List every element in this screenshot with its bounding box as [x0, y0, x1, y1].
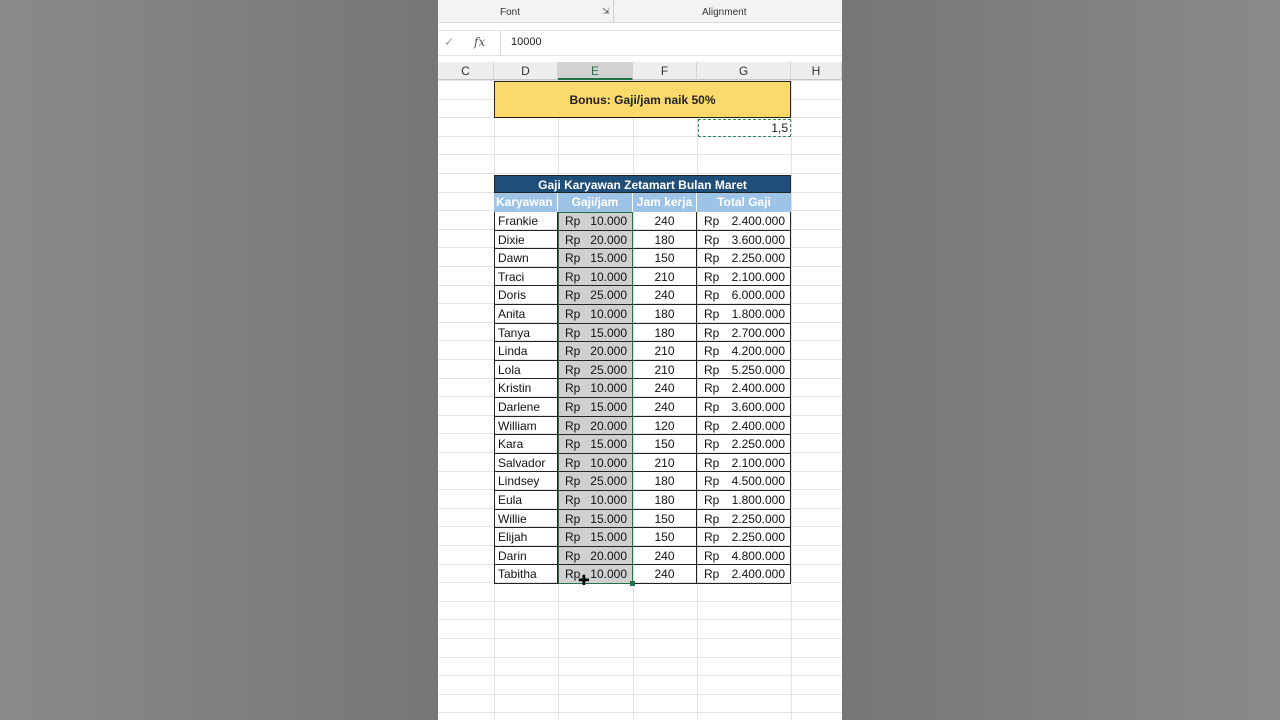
amount: 15.000	[590, 530, 627, 545]
table-row	[494, 268, 791, 287]
table-row	[494, 231, 791, 250]
currency-label: Rp	[704, 437, 720, 452]
ribbon-group-labels	[438, 0, 842, 23]
currency-label: Rp	[704, 344, 720, 359]
table-row	[494, 491, 791, 510]
cell-jam-kerja[interactable]: 150	[633, 249, 697, 268]
cell-gaji-jam[interactable]	[558, 435, 633, 454]
cell-gaji-jam[interactable]	[558, 342, 633, 361]
header-total-gaji[interactable]: Total Gaji	[697, 193, 791, 212]
cell-gaji-jam[interactable]	[558, 268, 633, 287]
currency-label: Rp	[565, 530, 581, 545]
grid-row-line	[438, 638, 842, 639]
currency-label: Rp	[565, 306, 581, 321]
cell-gaji-jam[interactable]	[558, 249, 633, 268]
currency-label: Rp	[565, 269, 581, 284]
currency-label: Rp	[565, 511, 581, 526]
amount: 15.000	[590, 251, 627, 266]
amount: 3.600.000	[731, 399, 785, 414]
grid-row-line	[438, 601, 842, 602]
currency-label: Rp	[565, 325, 581, 340]
table-row	[494, 342, 791, 361]
currency-label: Rp	[565, 214, 581, 228]
cell-gaji-jam[interactable]	[558, 361, 633, 380]
amount: 10.000	[590, 567, 627, 582]
cell-gaji-jam[interactable]	[558, 472, 633, 491]
formula-input[interactable]: 10000	[511, 36, 542, 48]
cell-karyawan[interactable]: Frankie	[494, 212, 558, 231]
amount: 2.250.000	[731, 437, 785, 452]
amount: 2.400.000	[731, 418, 785, 433]
cell-karyawan[interactable]: Anita	[494, 305, 558, 324]
cell-karyawan[interactable]: Kara	[494, 435, 558, 454]
formula-bar	[438, 30, 842, 56]
cell-jam-kerja[interactable]: 180	[633, 491, 697, 510]
currency-label: Rp	[565, 381, 581, 396]
table-row	[494, 510, 791, 529]
currency-label: Rp	[565, 548, 581, 563]
cell-total-gaji[interactable]	[697, 305, 791, 324]
amount: 1.800.000	[731, 306, 785, 321]
cell-total-gaji[interactable]	[697, 286, 791, 305]
cell-karyawan[interactable]: Traci	[494, 268, 558, 287]
formula-bar-separator	[500, 31, 501, 55]
currency-label: Rp	[704, 399, 720, 414]
cell-total-gaji[interactable]	[697, 231, 791, 250]
grid-row-line	[438, 657, 842, 658]
cell-gaji-jam[interactable]	[558, 398, 633, 417]
cell-karyawan[interactable]: Doris	[494, 286, 558, 305]
cell-jam-kerja[interactable]: 150	[633, 435, 697, 454]
column-header-d[interactable]: D	[494, 62, 558, 80]
amount: 20.000	[590, 232, 627, 247]
amount: 20.000	[590, 418, 627, 433]
dialog-launcher-icon[interactable]: ⇲	[602, 6, 610, 16]
column-header-f[interactable]: F	[633, 62, 697, 80]
amount: 6.000.000	[731, 288, 785, 303]
grid-row-line	[438, 173, 842, 174]
cell-karyawan[interactable]: Tabitha	[494, 565, 558, 584]
cell-gaji-jam[interactable]	[558, 565, 633, 584]
currency-label: Rp	[565, 362, 581, 377]
cell-total-gaji[interactable]	[697, 417, 791, 436]
table-row	[494, 547, 791, 566]
cell-karyawan[interactable]: Kristin	[494, 379, 558, 398]
cell-total-gaji[interactable]	[697, 324, 791, 343]
left-background	[0, 0, 438, 720]
cell-karyawan[interactable]: Eula	[494, 491, 558, 510]
amount: 15.000	[590, 437, 627, 452]
font-group-label: Font	[500, 7, 521, 18]
cell-gaji-jam[interactable]	[558, 286, 633, 305]
currency-label: Rp	[565, 344, 581, 359]
alignment-group-label: Alignment	[702, 7, 747, 18]
grid-column-line	[791, 80, 792, 720]
table-row	[494, 417, 791, 436]
amount: 15.000	[590, 399, 627, 414]
amount: 10.000	[590, 306, 627, 321]
column-header-e[interactable]: E	[558, 62, 633, 80]
header-jam-kerja[interactable]: Jam kerja	[633, 193, 697, 212]
cell-karyawan[interactable]: William	[494, 417, 558, 436]
cell-jam-kerja[interactable]: 240	[633, 565, 697, 584]
amount: 3.600.000	[731, 232, 785, 247]
currency-label: Rp	[704, 567, 720, 582]
cell-gaji-jam[interactable]	[558, 231, 633, 250]
amount: 10.000	[590, 492, 627, 507]
currency-label: Rp	[704, 474, 720, 489]
cell-jam-kerja[interactable]: 240	[633, 286, 697, 305]
amount: 15.000	[590, 511, 627, 526]
cell-karyawan[interactable]: Darlene	[494, 398, 558, 417]
cell-total-gaji[interactable]	[697, 491, 791, 510]
cell-total-gaji[interactable]	[697, 398, 791, 417]
table-title[interactable]: Gaji Karyawan Zetamart Bulan Maret	[494, 175, 791, 193]
table-row	[494, 472, 791, 491]
cell-total-gaji[interactable]	[697, 547, 791, 566]
currency-label: Rp	[704, 251, 720, 266]
cell-total-gaji[interactable]	[697, 454, 791, 473]
cell-gaji-jam[interactable]	[558, 547, 633, 566]
cell-karyawan[interactable]: Elijah	[494, 528, 558, 547]
currency-label: Rp	[565, 288, 581, 303]
cell-total-gaji[interactable]	[697, 212, 791, 231]
table-row	[494, 212, 791, 231]
cell-gaji-jam[interactable]	[558, 324, 633, 343]
cell-gaji-jam[interactable]	[558, 417, 633, 436]
amount: 2.250.000	[731, 530, 785, 545]
cell-karyawan[interactable]: Salvador	[494, 454, 558, 473]
cell-jam-kerja[interactable]: 210	[633, 361, 697, 380]
table-row	[494, 286, 791, 305]
currency-label: Rp	[704, 325, 720, 340]
currency-label: Rp	[565, 399, 581, 414]
table-row	[494, 528, 791, 547]
cell-total-gaji[interactable]	[697, 435, 791, 454]
cell-karyawan[interactable]: Dawn	[494, 249, 558, 268]
cell-jam-kerja[interactable]: 240	[633, 547, 697, 566]
currency-label: Rp	[704, 269, 720, 284]
currency-label: Rp	[565, 474, 581, 489]
amount: 15.000	[590, 325, 627, 340]
cell-karyawan[interactable]: Darin	[494, 547, 558, 566]
amount: 25.000	[590, 474, 627, 489]
cell-total-gaji[interactable]	[697, 249, 791, 268]
amount: 25.000	[590, 362, 627, 377]
amount: 2.400.000	[731, 214, 785, 228]
cell-jam-kerja[interactable]: 120	[633, 417, 697, 436]
table-row	[494, 565, 791, 584]
cell-karyawan[interactable]: Dixie	[494, 231, 558, 250]
cell-gaji-jam[interactable]	[558, 379, 633, 398]
table-header-row	[494, 193, 791, 212]
currency-label: Rp	[565, 455, 581, 470]
table-row	[494, 435, 791, 454]
cell-gaji-jam[interactable]	[558, 510, 633, 529]
amount: 2.400.000	[731, 567, 785, 582]
currency-label: Rp	[704, 362, 720, 377]
cell-jam-kerja[interactable]: 240	[633, 212, 697, 231]
column-header-g[interactable]: G	[697, 62, 791, 80]
amount: 4.500.000	[731, 474, 785, 489]
currency-label: Rp	[704, 288, 720, 303]
cell-jam-kerja[interactable]: 210	[633, 268, 697, 287]
excel-window	[438, 0, 842, 720]
grid-row-line	[438, 712, 842, 713]
cell-karyawan[interactable]: Linda	[494, 342, 558, 361]
amount: 20.000	[590, 344, 627, 359]
enter-check-icon[interactable]: ✓	[444, 35, 455, 49]
cell-gaji-jam[interactable]	[558, 305, 633, 324]
header-karyawan[interactable]: Karyawan	[494, 193, 558, 212]
bonus-label: Bonus: Gaji/jam naik 50%	[569, 92, 716, 107]
currency-label: Rp	[704, 530, 720, 545]
currency-label: Rp	[704, 306, 720, 321]
bonus-banner[interactable]	[494, 81, 791, 118]
amount: 2.700.000	[731, 325, 785, 340]
column-header-c[interactable]: C	[438, 62, 494, 80]
currency-label: Rp	[565, 232, 581, 247]
cell-total-gaji[interactable]	[697, 361, 791, 380]
cell-total-gaji[interactable]	[697, 528, 791, 547]
amount: 10.000	[590, 455, 627, 470]
cell-jam-kerja[interactable]: 180	[633, 324, 697, 343]
amount: 5.250.000	[731, 362, 785, 377]
grid-row-line	[438, 619, 842, 620]
amount: 10.000	[590, 269, 627, 284]
amount: 2.250.000	[731, 251, 785, 266]
cell-jam-kerja[interactable]: 240	[633, 379, 697, 398]
table-row	[494, 398, 791, 417]
currency-label: Rp	[704, 492, 720, 507]
currency-label: Rp	[704, 232, 720, 247]
grid-row-line	[438, 694, 842, 695]
currency-label: Rp	[704, 418, 720, 433]
cell-karyawan[interactable]: Willie	[494, 510, 558, 529]
cell-total-gaji[interactable]	[697, 510, 791, 529]
currency-label: Rp	[565, 437, 581, 452]
amount: 2.100.000	[731, 455, 785, 470]
amount: 1.800.000	[731, 492, 785, 507]
table-body	[494, 212, 791, 584]
grid-row-line	[438, 154, 842, 155]
column-header-h[interactable]: H	[791, 62, 842, 80]
cell-jam-kerja[interactable]: 180	[633, 305, 697, 324]
table-row	[494, 249, 791, 268]
right-background	[842, 0, 1280, 720]
cell-gaji-jam[interactable]	[558, 528, 633, 547]
cell-jam-kerja[interactable]: 210	[633, 454, 697, 473]
amount: 4.800.000	[731, 548, 785, 563]
bonus-factor-cell[interactable]: 1,5	[698, 119, 791, 137]
table-row	[494, 379, 791, 398]
cell-jam-kerja[interactable]: 210	[633, 342, 697, 361]
amount: 2.250.000	[731, 511, 785, 526]
currency-label: Rp	[704, 548, 720, 563]
cell-total-gaji[interactable]	[697, 379, 791, 398]
cell-gaji-jam[interactable]	[558, 212, 633, 231]
cell-total-gaji[interactable]	[697, 268, 791, 287]
insert-function-icon[interactable]: fx	[474, 35, 486, 49]
fill-handle[interactable]	[630, 581, 635, 586]
currency-label: Rp	[704, 381, 720, 396]
cell-jam-kerja[interactable]: 180	[633, 472, 697, 491]
table-row	[494, 305, 791, 324]
cell-total-gaji[interactable]	[697, 342, 791, 361]
mouse-cursor-icon: ✚	[578, 572, 590, 588]
amount: 20.000	[590, 548, 627, 563]
cell-jam-kerja[interactable]: 150	[633, 510, 697, 529]
cell-karyawan[interactable]: Tanya	[494, 324, 558, 343]
grid-row-line	[438, 675, 842, 676]
cell-karyawan[interactable]: Lindsey	[494, 472, 558, 491]
cell-total-gaji[interactable]	[697, 472, 791, 491]
cell-karyawan[interactable]: Lola	[494, 361, 558, 380]
currency-label: Rp	[565, 251, 581, 266]
ribbon-separator	[613, 0, 614, 22]
amount: 10.000	[590, 214, 627, 228]
amount: 4.200.000	[731, 344, 785, 359]
currency-label: Rp	[565, 567, 581, 582]
cell-gaji-jam[interactable]	[558, 454, 633, 473]
table-row	[494, 324, 791, 343]
cell-total-gaji[interactable]	[697, 565, 791, 584]
header-gaji-jam[interactable]: Gaji/jam	[558, 193, 633, 212]
amount: 25.000	[590, 288, 627, 303]
currency-label: Rp	[704, 455, 720, 470]
table-row	[494, 454, 791, 473]
cell-jam-kerja[interactable]: 180	[633, 231, 697, 250]
amount: 2.400.000	[731, 381, 785, 396]
currency-label: Rp	[565, 492, 581, 507]
currency-label: Rp	[704, 511, 720, 526]
currency-label: Rp	[704, 214, 720, 228]
amount: 10.000	[590, 381, 627, 396]
cell-jam-kerja[interactable]: 240	[633, 398, 697, 417]
currency-label: Rp	[565, 418, 581, 433]
amount: 2.100.000	[731, 269, 785, 284]
table-row	[494, 361, 791, 380]
cell-jam-kerja[interactable]: 150	[633, 528, 697, 547]
cell-gaji-jam[interactable]	[558, 491, 633, 510]
